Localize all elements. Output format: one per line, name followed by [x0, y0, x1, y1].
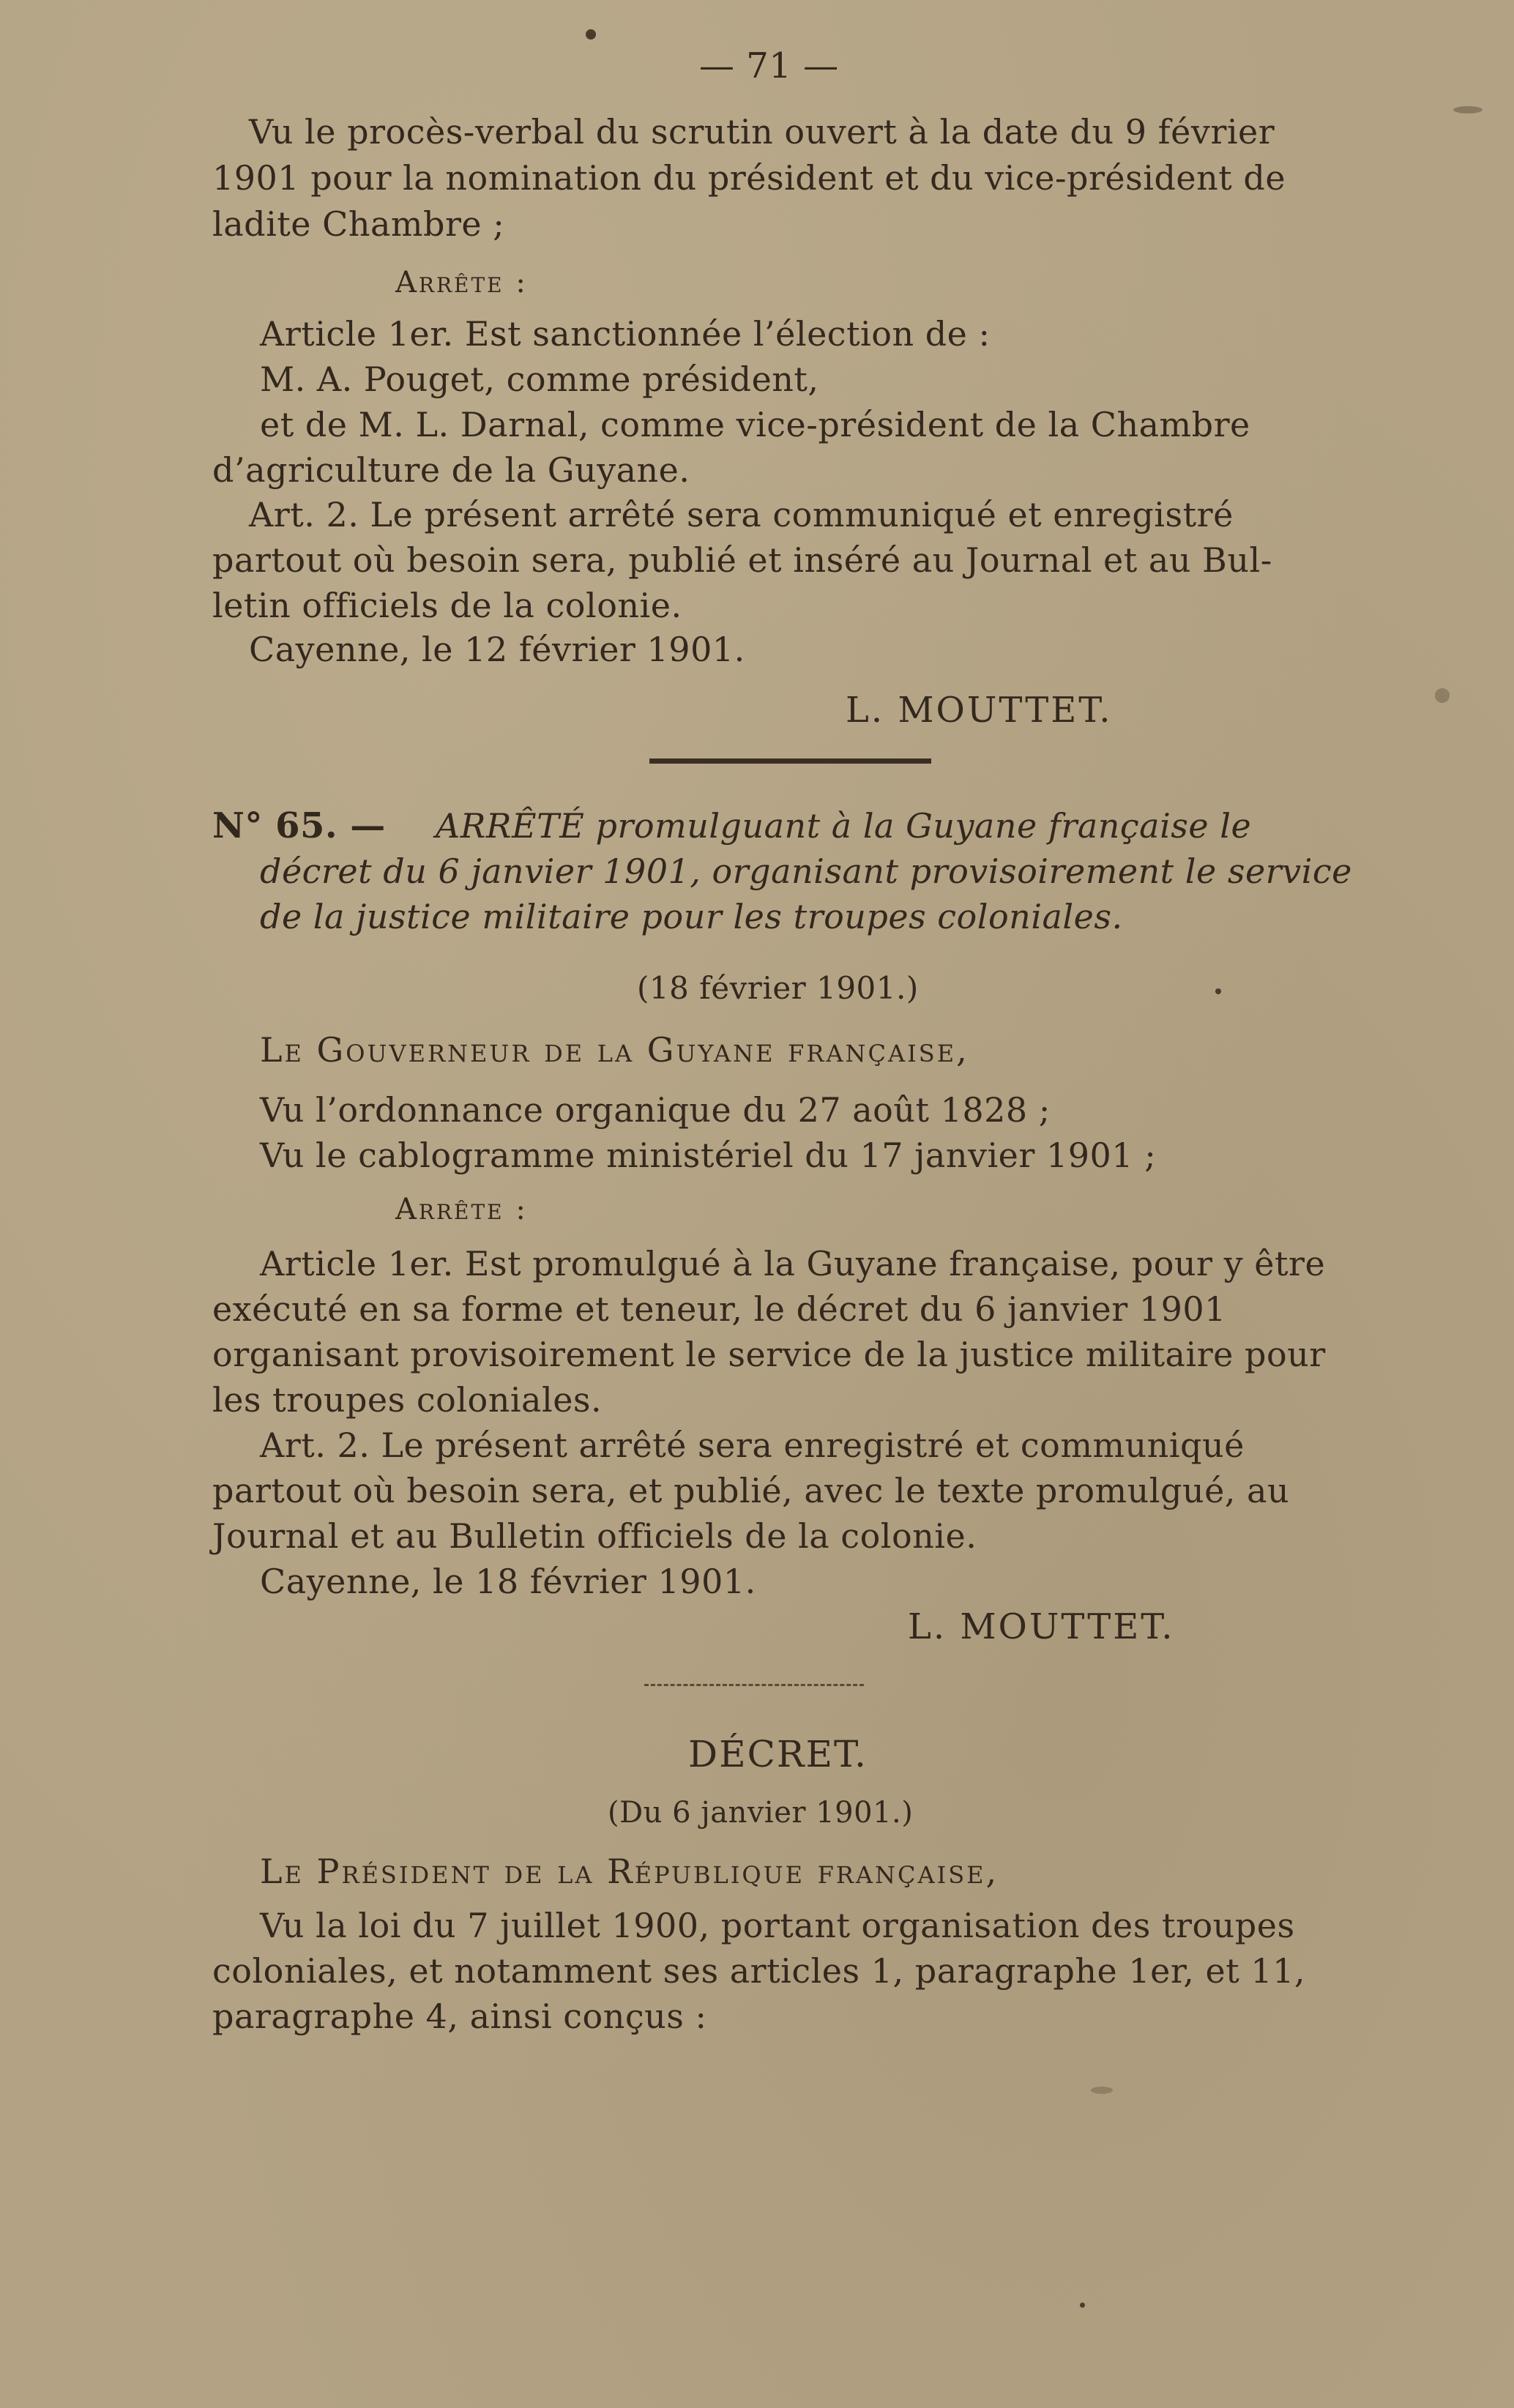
- entry-title-line: ARRÊTÉ promulguant à la Guyane française le: [436, 806, 1252, 846]
- arrete-heading: Arrête :: [395, 266, 528, 299]
- text-line: Le Gouverneur de la Guyane française,: [260, 1030, 969, 1070]
- paper-speck: [1080, 2303, 1085, 2308]
- text-line: Vu le cablogramme ministériel du 17 janvier 1901 ;: [260, 1136, 1157, 1175]
- paper-speck: [1453, 106, 1483, 113]
- date-line: (Du 6 janvier 1901.): [608, 1796, 914, 1830]
- date-line: Cayenne, le 18 février 1901.: [260, 1562, 756, 1601]
- decree-heading: DÉCRET.: [688, 1733, 868, 1775]
- text-line: d’agriculture de la Guyane.: [212, 450, 690, 490]
- paper-speck: [1435, 688, 1450, 703]
- text-line: et de M. L. Darnal, comme vice-président de la Chambre: [260, 405, 1250, 444]
- paper-speck: [1215, 988, 1221, 994]
- separator-dash: [644, 1684, 864, 1686]
- text-line: coloniales, et notamment ses articles 1, paragraphe 1er, et 11,: [212, 1951, 1305, 1991]
- signature: L. MOUTTET.: [908, 1606, 1175, 1647]
- entry-title-line: décret du 6 janvier 1901, organisant provisoirement le service: [260, 851, 1352, 891]
- date-line: (18 février 1901.): [637, 970, 919, 1006]
- text-line: Vu l’ordonnance organique du 27 août 1828 ;: [260, 1090, 1051, 1130]
- entry-number: N° 65. —: [212, 805, 386, 846]
- separator-rule: [649, 758, 931, 764]
- text-line: ladite Chambre ;: [212, 204, 505, 244]
- text-line: Vu le procès-verbal du scrutin ouvert à la date du 9 février: [249, 112, 1275, 152]
- date-line: Cayenne, le 12 février 1901.: [249, 630, 745, 669]
- signature: L. MOUTTET.: [846, 690, 1113, 731]
- text-line: exécuté en sa forme et teneur, le décret du 6 janvier 1901: [212, 1289, 1226, 1329]
- text-line: les troupes coloniales.: [212, 1380, 603, 1420]
- text-line: Article 1er. Est sanctionnée l’élection de :: [260, 314, 991, 354]
- text-line: Art. 2. Le présent arrêté sera communiqué et enregistré: [249, 495, 1234, 534]
- text-line: Journal et au Bulletin officiels de la colonie.: [212, 1516, 977, 1556]
- text-line: 1901 pour la nomination du président et du vice-président de: [212, 158, 1286, 198]
- text-line: letin officiels de la colonie.: [212, 586, 682, 625]
- text-line: partout où besoin sera, publié et inséré au Journal et au Bul-: [212, 540, 1272, 580]
- arrete-heading: Arrête :: [395, 1193, 528, 1226]
- entry-title-line: de la justice militaire pour les troupes coloniales.: [260, 897, 1123, 936]
- text-line: paragraphe 4, ainsi conçus :: [212, 1997, 707, 2036]
- text-line: Article 1er. Est promulgué à la Guyane française, pour y être: [260, 1244, 1326, 1283]
- paper-speck: [586, 29, 596, 40]
- text-line: Vu la loi du 7 juillet 1900, portant organisation des troupes: [260, 1906, 1295, 1945]
- page-number: — 71 —: [699, 45, 839, 86]
- paper-speck: [1091, 2087, 1113, 2094]
- text-line: Le Président de la République française,: [260, 1852, 999, 1891]
- text-line: partout où besoin sera, et publié, avec le texte promulgué, au: [212, 1471, 1290, 1510]
- text-line: M. A. Pouget, comme président,: [260, 359, 819, 399]
- text-line: Art. 2. Le présent arrêté sera enregistré et communiqué: [260, 1425, 1245, 1465]
- text-line: organisant provisoirement le service de la justice militaire pour: [212, 1335, 1326, 1374]
